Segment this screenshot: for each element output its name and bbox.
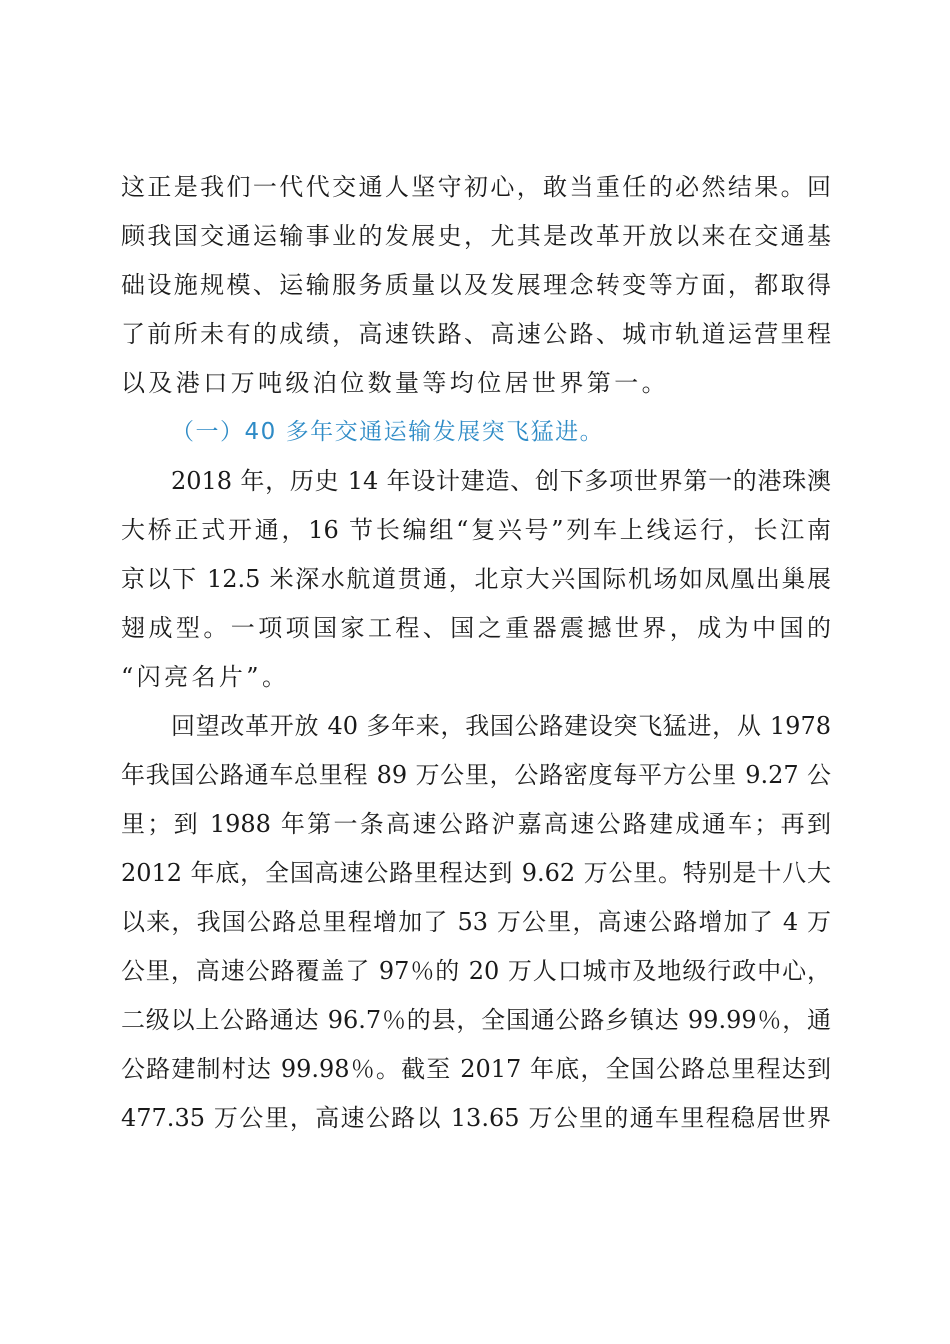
paragraph-1	[121, 163, 831, 408]
text-line: 里；到 1988 年第一条高速公路沪嘉高速公路建成通车；再到	[121, 810, 831, 838]
paragraph-2	[121, 457, 831, 702]
text-line: 2018 年，历史 14 年设计建造、创下多项世界第一的港珠澳	[171, 467, 831, 495]
text-line: 了前所未有的成绩，高速铁路、高速公路、城市轨道运营里程	[121, 320, 831, 348]
text-line: 大桥正式开通，16 节长编组“复兴号”列车上线运行，长江南	[121, 516, 831, 544]
text-line: 二级以上公路通达 96.7％的县，全国通公路乡镇达 99.99％，通	[121, 1006, 831, 1034]
text-line: 477.35 万公里，高速公路以 13.65 万公里的通车里程稳居世界	[121, 1104, 831, 1132]
text-line: 回望改革开放 40 多年来，我国公路建设突飞猛进，从 1978	[171, 712, 831, 740]
text-line: 以及港口万吨级泊位数量等均位居世界第一。	[121, 369, 669, 397]
text-line: 公里，高速公路覆盖了 97％的 20 万人口城市及地级行政中心，	[121, 957, 831, 985]
text-line: 顾我国交通运输事业的发展史，尤其是改革开放以来在交通基	[121, 222, 831, 250]
document-body	[121, 163, 831, 1143]
text-line: “闪亮名片”。	[121, 663, 290, 691]
text-line: 公路建制村达 99.98％。截至 2017 年底，全国公路总里程达到	[121, 1055, 831, 1083]
text-line: 2012 年底，全国高速公路里程达到 9.62 万公里。特别是十八大	[121, 859, 831, 887]
text-line: 京以下 12.5 米深水航道贯通，北京大兴国际机场如凤凰出巢展	[121, 565, 831, 593]
text-line: 翅成型。一项项国家工程、国之重器震撼世界，成为中国的	[121, 614, 831, 642]
text-line: 础设施规模、运输服务质量以及发展理念转变等方面，都取得	[121, 271, 831, 299]
text-line: 年我国公路通车总里程 89 万公里，公路密度每平方公里 9.27 公	[121, 761, 831, 789]
section-heading: （一）40 多年交通运输发展突飞猛进。	[171, 419, 605, 445]
text-line: 以来，我国公路总里程增加了 53 万公里，高速公路增加了 4 万	[121, 908, 831, 936]
paragraph-3	[121, 702, 831, 1143]
text-line: 这正是我们一代代交通人坚守初心，敢当重任的必然结果。回	[121, 173, 831, 201]
